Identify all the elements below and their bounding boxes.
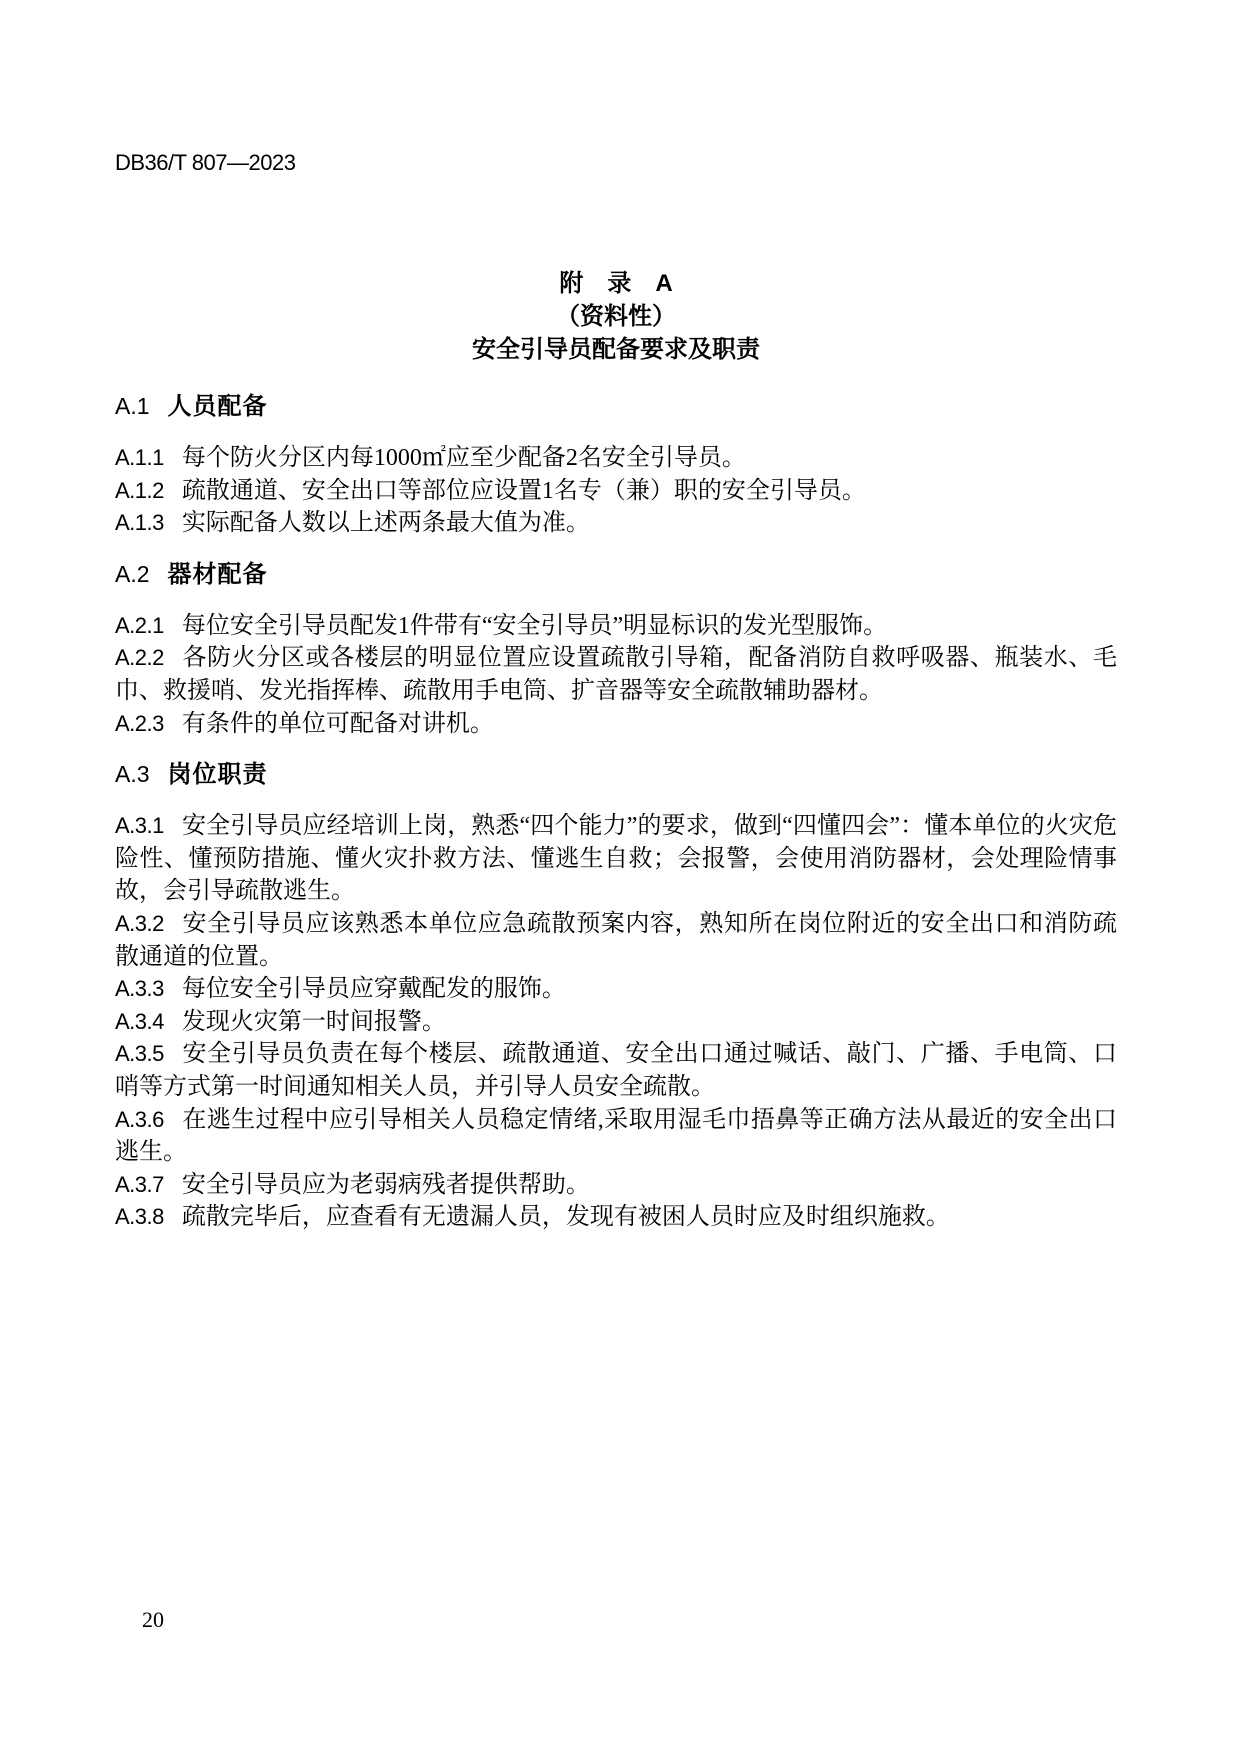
clause-item (115, 1104, 1117, 1169)
section-title: 岗位职责 (167, 761, 268, 789)
clause-number: A.3.7 (115, 1171, 164, 1197)
section-number: A.1 (115, 393, 150, 419)
clause-item (115, 908, 1117, 973)
clause-number: A.3.6 (115, 1106, 164, 1132)
clause-text: 实际配备人数以上述两条最大值为准。 (181, 510, 590, 537)
clause-number: A.1.1 (115, 445, 164, 470)
clause-text: 安全引导员应为老弱病残者提供帮助。 (181, 1171, 590, 1198)
section-heading-a3 (115, 758, 1117, 791)
clause-item (115, 1006, 1117, 1039)
clause-item (115, 610, 1117, 643)
clause-number: A.3.1 (115, 813, 164, 839)
clause-number: A.1.3 (115, 510, 164, 536)
appendix-title-block (115, 267, 1117, 366)
clause-number: A.3.8 (115, 1204, 164, 1230)
clause-text: 各防火分区或各楼层的明显位置应设置疏散引导箱，配备消防自救呼吸器、瓶装水、毛巾、救援哨、发光指挥棒、疏散用手电筒、扩音器等安全疏散辅助器材。 (115, 645, 1117, 704)
section-title: 人员配备 (167, 393, 268, 420)
clause-item (115, 1169, 1117, 1202)
clause-number: A.2.2 (115, 645, 164, 671)
clause-text: 在逃生过程中应引导相关人员稳定情绪,采取用湿毛巾捂鼻等正确方法从最近的安全出口逃生。 (115, 1106, 1117, 1166)
appendix-subject: 安全引导员配备要求及职责 (472, 336, 760, 363)
clause-number: A.2.1 (115, 612, 164, 638)
clause-item (115, 507, 1117, 540)
standard-number: DB36/T 807—2023 (115, 150, 296, 175)
page-content (115, 0, 1117, 1234)
clause-text: 疏散通道、安全出口等部位应设置1名专（兼）职的安全引导员。 (181, 477, 866, 504)
clause-item (115, 973, 1117, 1006)
clause-item (115, 708, 1117, 741)
clause-text: 安全引导员应该熟悉本单位应急疏散预案内容，熟知所在岗位附近的安全出口和消防疏散通道的位置。 (115, 910, 1117, 970)
clause-number: A.3.2 (115, 910, 164, 936)
section-title: 器材配备 (167, 560, 268, 588)
section-number: A.2 (115, 560, 150, 587)
clause-item (115, 475, 1117, 508)
clause-item (115, 810, 1117, 908)
appendix-label: 附 录 A (559, 270, 673, 297)
clause-number: A.1.2 (115, 477, 164, 503)
clause-number: A.3.4 (115, 1008, 164, 1034)
clause-number: A.2.3 (115, 710, 164, 736)
clause-text: 有条件的单位可配备对讲机。 (181, 710, 494, 737)
clause-text: 安全引导员负责在每个楼层、疏散通道、安全出口通过喊话、敲门、广播、手电筒、口哨等方式第一时间通知相关人员，并引导人员安全疏散。 (115, 1041, 1117, 1100)
clause-number: A.3.3 (115, 976, 164, 1002)
clause-item (115, 1038, 1117, 1103)
clause-text: 每位安全引导员配发1件带有“安全引导员”明显标识的发光型服饰。 (181, 612, 888, 639)
clause-text: 疏散完毕后，应查看有无遗漏人员，发现有被困人员时应及时组织施救。 (181, 1204, 950, 1231)
section-heading-a1 (115, 390, 1117, 423)
clause-number: A.3.5 (115, 1041, 164, 1067)
clause-item (115, 442, 1117, 475)
appendix-type: （资料性） (556, 303, 676, 330)
section-heading-a2 (115, 558, 1117, 591)
clause-text: 安全引导员应经培训上岗，熟悉“四个能力”的要求，做到“四懂四会”：懂本单位的火灾危险性、懂预防措施、懂火灾扑救方法、懂逃生自救；会报警，会使用消防器材，会处理险情事故，会引导疏散逃生。 (115, 813, 1117, 905)
page-number: 20 (142, 1607, 164, 1632)
clause-text: 每个防火分区内每1000㎡应至少配备2名安全引导员。 (181, 445, 746, 471)
clause-item (115, 1201, 1117, 1234)
clause-text: 每位安全引导员应穿戴配发的服饰。 (181, 976, 566, 1003)
section-number: A.3 (115, 761, 150, 788)
clause-item (115, 642, 1117, 707)
clause-text: 发现火灾第一时间报警。 (181, 1008, 446, 1035)
